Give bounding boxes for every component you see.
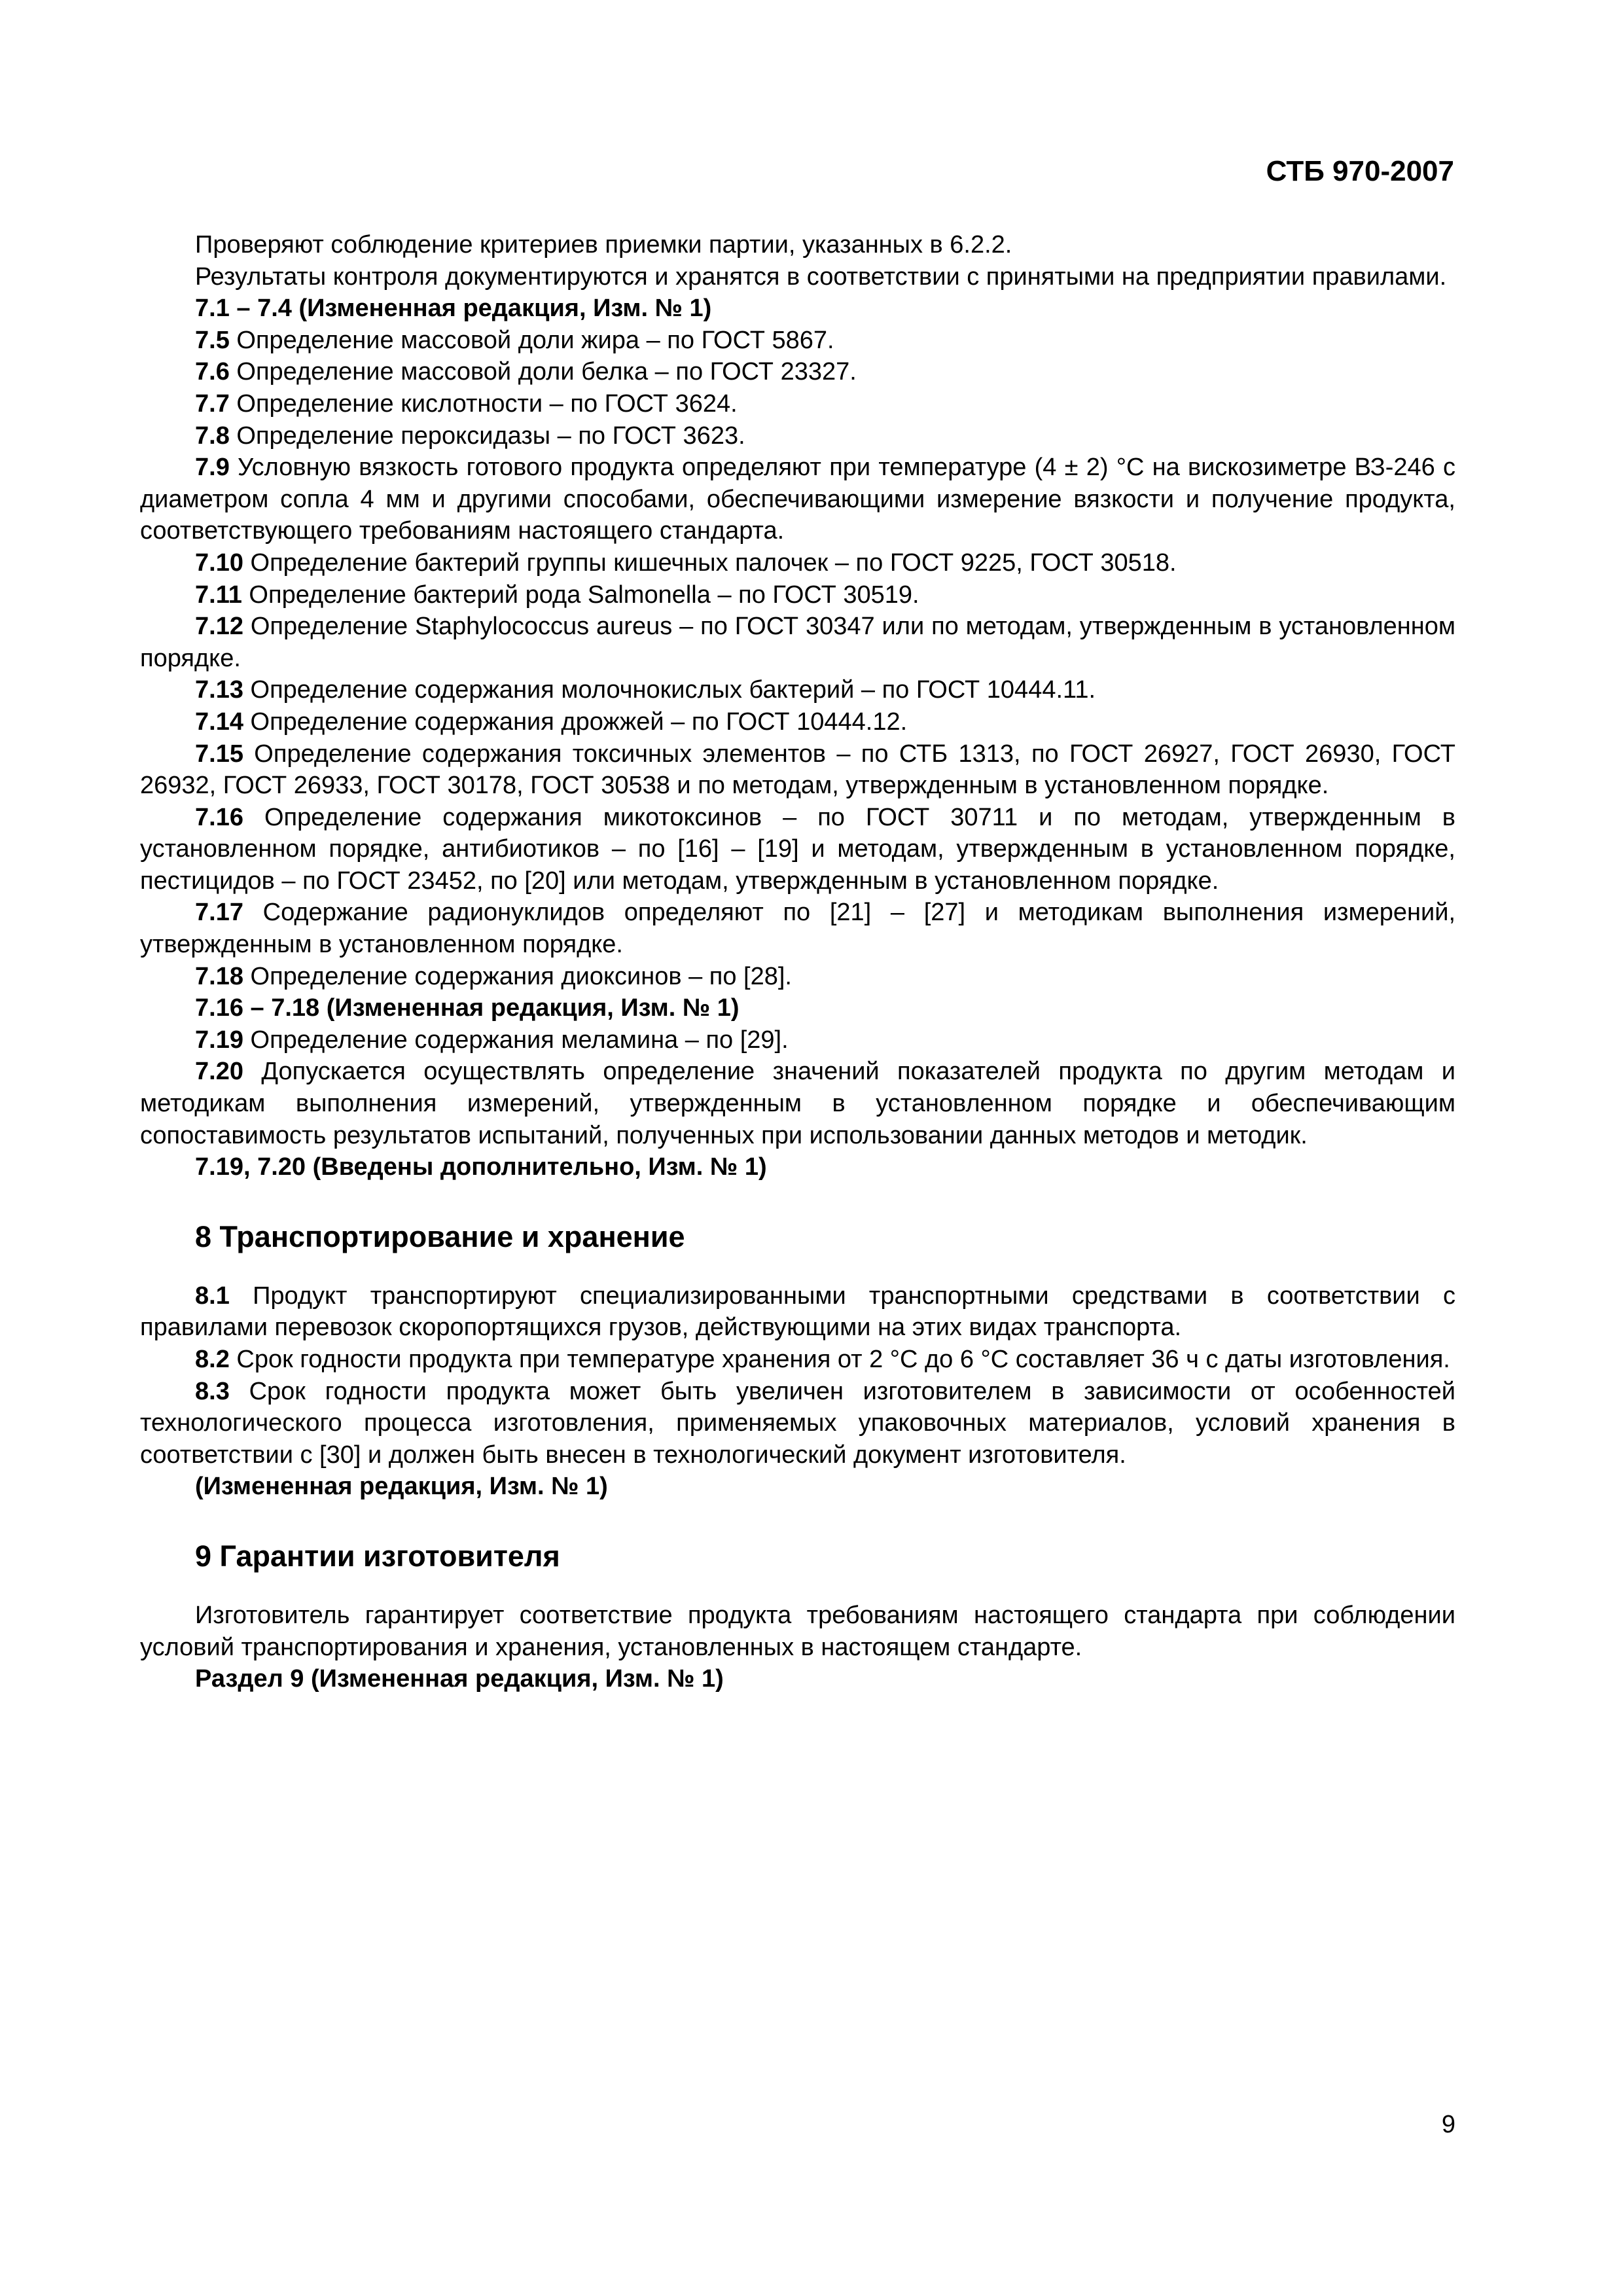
clause-number: 8.2 bbox=[195, 1346, 230, 1373]
clause-number: 7.13 bbox=[195, 676, 243, 704]
paragraph bbox=[140, 992, 1455, 1024]
clause-number: 7.7 bbox=[195, 389, 230, 418]
paragraph bbox=[140, 1663, 1455, 1695]
clause-number: 7.8 bbox=[195, 422, 230, 450]
paragraph-text: Срок годности продукта при температуре хранения от 2 °С до 6 °С составляет 36 ч с даты изготовления. bbox=[229, 1346, 1450, 1373]
paragraph-text: Определение бактерий группы кишечных палочек – по ГОСТ 9225, ГОСТ 30518. bbox=[243, 548, 1177, 577]
paragraph bbox=[140, 1280, 1455, 1344]
paragraph-text: Результаты контроля документируются и хранятся в соответствии с принятыми на предприятии правилами. bbox=[195, 262, 1447, 291]
paragraph bbox=[140, 325, 1455, 357]
paragraph bbox=[140, 1600, 1455, 1663]
paragraph bbox=[140, 674, 1455, 706]
paragraph bbox=[140, 547, 1455, 579]
paragraph-text: Условную вязкость готового продукта определяют при температуре (4 ± 2) °С на вискозиметре ВЗ-246 с диаметром сопла 4 мм и другими способами, обеспечивающими измерение вязкости и получение продукта, соответствующего требованиям настоящего стандарта. bbox=[140, 454, 1455, 545]
paragraph-text: Определение массовой доли белка – по ГОСТ 23327. bbox=[229, 358, 857, 386]
clause-number: 7.9 bbox=[195, 454, 230, 482]
paragraph bbox=[140, 897, 1455, 960]
clause-number: 7.10 bbox=[195, 548, 243, 577]
paragraph-text: Определение содержания диоксинов – по [28]. bbox=[243, 962, 792, 990]
paragraph-text: Определение массовой доли жира – по ГОСТ 5867. bbox=[229, 326, 834, 354]
paragraph bbox=[140, 1151, 1455, 1183]
paragraph bbox=[140, 229, 1455, 261]
paragraph-text: 7.19, 7.20 (Введены дополнительно, Изм. № 1) bbox=[195, 1153, 767, 1181]
page-number: 9 bbox=[1441, 2111, 1455, 2138]
paragraph bbox=[140, 611, 1455, 674]
paragraph-text: Срок годности продукта может быть увеличен изготовителем в зависимости от особенностей технологического процесса изготовления, применяемых упаковочных материалов, условий хранения в соответствии с [30] и должен быть внесен в технологический документ изготовителя. bbox=[140, 1377, 1455, 1469]
paragraph-text: Определение содержания молочнокислых бактерий – по ГОСТ 10444.11. bbox=[243, 676, 1096, 704]
paragraph bbox=[140, 706, 1455, 738]
paragraph-text: Содержание радионуклидов определяют по [21] – [27] и методикам выполнения измерений, утвержденным в установленном порядке. bbox=[140, 899, 1455, 959]
paragraph-text: Определение пероксидазы – по ГОСТ 3623. bbox=[229, 422, 745, 450]
paragraph-text: Определение содержания токсичных элементов – по СТБ 1313, по ГОСТ 26927, ГОСТ 26930, ГОСТ 26932, ГОСТ 26933, ГОСТ 30178, ГОСТ 30538 и по методам, утвержденным в установленном порядке. bbox=[140, 740, 1455, 800]
clause-number: 7.18 bbox=[195, 962, 243, 990]
paragraph-text: Изготовитель гарантирует соответствие продукта требованиям настоящего стандарта при соблюдении условий транспортирования и хранения, установленных в настоящем стандарте. bbox=[140, 1601, 1455, 1661]
paragraph-text: Определение бактерий рода Salmonella – по ГОСТ 30519. bbox=[241, 581, 919, 609]
paragraph-text: Определение кислотности – по ГОСТ 3624. bbox=[229, 389, 738, 418]
paragraph bbox=[140, 261, 1455, 293]
paragraph-text: Определение Staphylococcus aureus – по ГОСТ 30347 или по методам, утвержденным в установленном порядке. bbox=[140, 613, 1455, 672]
paragraph-text: Определение содержания микотоксинов – по ГОСТ 30711 и по методам, утвержденным в установленном порядке, антибиотиков – по [16] – [19] и методам, утвержденным в установленном порядке, пестицидов – по ГОСТ 23452, по [20] или методам, утвержденным в установленном порядке. bbox=[140, 803, 1455, 895]
paragraph-text: 7.1 – 7.4 (Измененная редакция, Изм. № 1) bbox=[195, 295, 712, 323]
paragraph bbox=[140, 738, 1455, 802]
paragraph bbox=[140, 356, 1455, 388]
section-7-continuation bbox=[140, 229, 1455, 1183]
clause-number: 8.3 bbox=[195, 1377, 230, 1405]
paragraph bbox=[140, 1056, 1455, 1151]
clause-number: 7.17 bbox=[195, 899, 243, 927]
paragraph-text: Определение содержания дрожжей – по ГОСТ 10444.12. bbox=[243, 708, 908, 736]
paragraph-text: Проверяют соблюдение критериев приемки партии, указанных в 6.2.2. bbox=[195, 231, 1012, 259]
paragraph bbox=[140, 420, 1455, 452]
paragraph bbox=[140, 802, 1455, 897]
paragraph bbox=[140, 452, 1455, 547]
clause-number: 7.14 bbox=[195, 708, 243, 736]
paragraph bbox=[140, 1376, 1455, 1471]
section-9-heading: 9 Гарантии изготовителя bbox=[195, 1539, 560, 1573]
clause-number: 7.11 bbox=[195, 581, 242, 609]
clause-number: 7.20 bbox=[195, 1058, 243, 1086]
paragraph-text: (Измененная редакция, Изм. № 1) bbox=[195, 1473, 608, 1501]
section-9-body bbox=[140, 1600, 1455, 1695]
clause-number: 7.6 bbox=[195, 358, 230, 386]
clause-number: 7.16 bbox=[195, 803, 243, 831]
clause-number: 7.5 bbox=[195, 326, 230, 354]
paragraph-text: 7.16 – 7.18 (Измененная редакция, Изм. № 1) bbox=[195, 994, 740, 1022]
clause-number: 7.19 bbox=[195, 1026, 243, 1054]
paragraph-text: Определение содержания меламина – по [29]. bbox=[243, 1026, 789, 1054]
section-8-body bbox=[140, 1280, 1455, 1503]
paragraph-text: Продукт транспортируют специализированными транспортными средствами в соответствии с правилами перевозок скоропортящихся грузов, действующими на этих видах транспорта. bbox=[140, 1282, 1455, 1342]
paragraph bbox=[140, 961, 1455, 993]
paragraph bbox=[140, 293, 1455, 325]
clause-number: 7.12 bbox=[195, 613, 243, 641]
clause-number: 7.15 bbox=[195, 740, 243, 768]
paragraph bbox=[140, 579, 1455, 611]
paragraph bbox=[140, 388, 1455, 420]
paragraph bbox=[140, 1471, 1455, 1503]
paragraph bbox=[140, 1024, 1455, 1056]
paragraph-text: Раздел 9 (Измененная редакция, Изм. № 1) bbox=[195, 1665, 724, 1693]
document-code: СТБ 970-2007 bbox=[1266, 155, 1454, 187]
document-body bbox=[140, 229, 1455, 1695]
paragraph bbox=[140, 1344, 1455, 1376]
section-8-heading: 8 Транспортирование и хранение bbox=[195, 1219, 685, 1253]
clause-number: 8.1 bbox=[195, 1282, 230, 1310]
paragraph-text: Допускается осуществлять определение значений показателей продукта по другим методам и методикам выполнения измерений, утвержденным в установленном порядке и обеспечивающим сопоставимость результатов испытаний, полученных при использовании данных методов и методик. bbox=[140, 1058, 1455, 1149]
